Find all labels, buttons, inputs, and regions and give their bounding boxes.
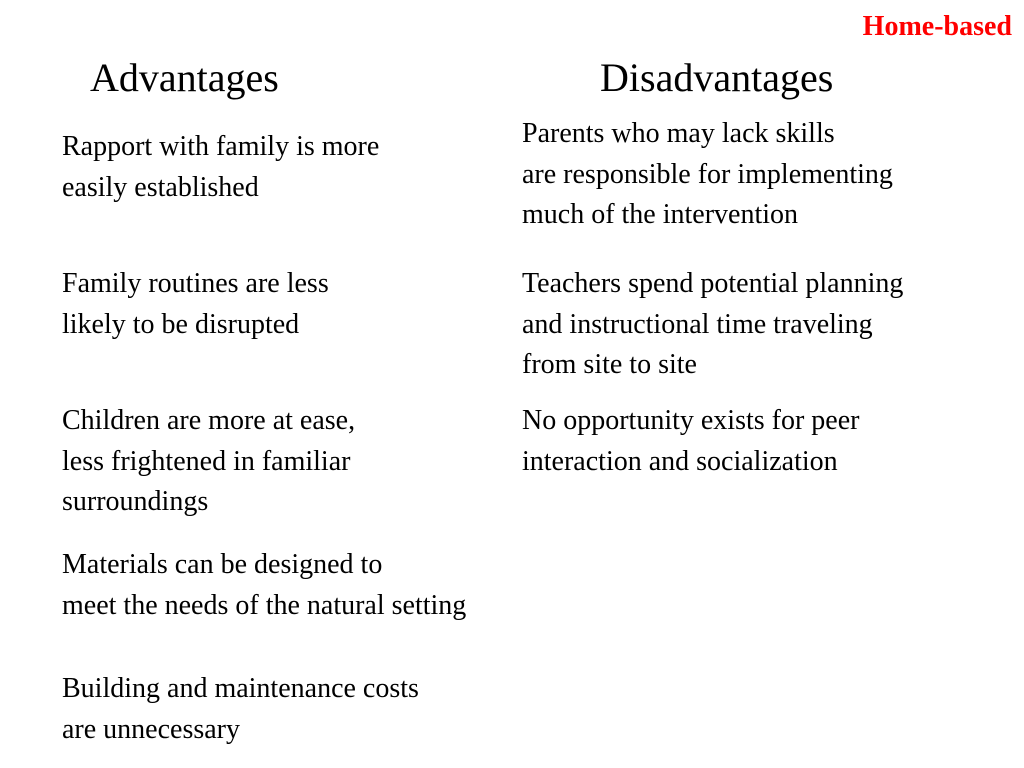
disadvantage-line: much of the intervention [522, 199, 799, 230]
advantages-heading: Advantages [90, 55, 279, 100]
disadvantage-line: from site to site [522, 349, 697, 380]
disadvantage-line: and instructional time traveling [522, 308, 873, 340]
advantage-item [62, 669, 419, 750]
advantage-line: Building and maintenance costs [62, 673, 419, 704]
advantage-item [62, 401, 355, 523]
advantage-line: Children are more at ease, [62, 405, 356, 436]
advantage-line: Family routines are less [62, 268, 329, 299]
disadvantage-line: interaction and socialization [522, 445, 838, 477]
advantage-item [62, 127, 379, 208]
disadvantage-item [522, 401, 860, 482]
advantage-line: Materials can be designed to [62, 549, 383, 580]
advantage-item [62, 264, 329, 345]
disadvantage-line: Teachers spend potential planning [522, 268, 904, 299]
advantage-line: meet the needs of the natural setting [62, 589, 467, 621]
advantage-line: are unnecessary [62, 713, 241, 745]
disadvantages-heading: Disadvantages [600, 55, 834, 100]
disadvantage-item [522, 264, 903, 386]
disadvantage-line: Parents who may lack skills [522, 118, 835, 149]
advantage-line: easily established [62, 171, 259, 203]
advantage-item [62, 545, 466, 626]
disadvantage-line: are responsible for implementing [522, 158, 893, 190]
advantage-line: likely to be disrupted [62, 308, 300, 340]
slide-tag: Home-based [862, 11, 1012, 42]
advantage-line: Rapport with family is more [62, 131, 380, 162]
disadvantage-line: No opportunity exists for peer [522, 405, 860, 436]
disadvantage-item [522, 114, 893, 236]
advantage-line: surroundings [62, 486, 209, 517]
advantage-line: less frightened in familiar [62, 445, 351, 477]
